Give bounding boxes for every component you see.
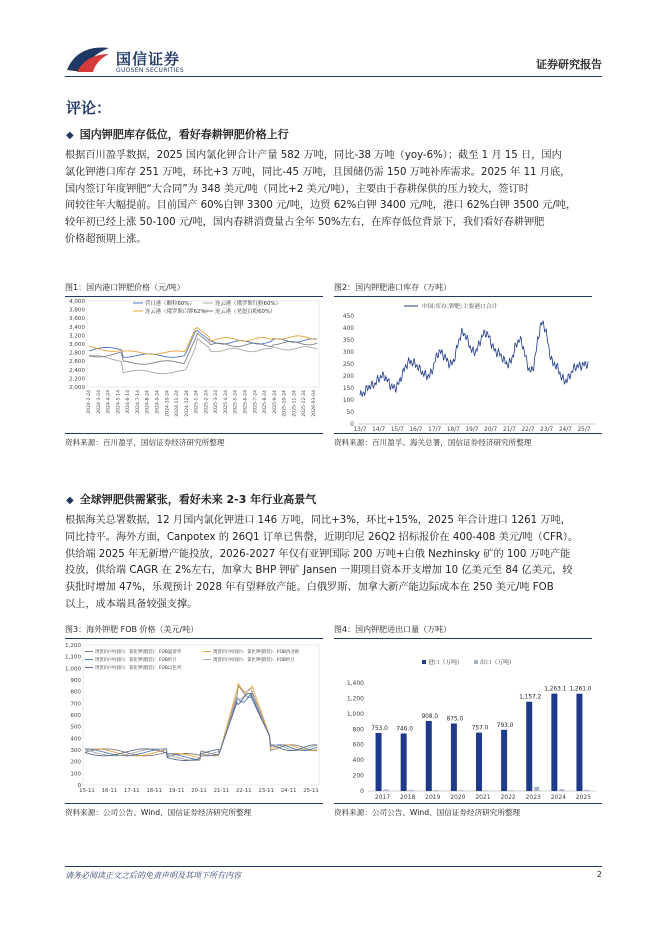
fig4-import-bar bbox=[576, 694, 582, 791]
fig1-legend-label: 连云港（俄罗斯白钾62%） bbox=[145, 309, 211, 315]
figure-3-chart bbox=[65, 639, 323, 799]
fig4-export-bar bbox=[509, 790, 514, 791]
fig4-data-label: 875.0 bbox=[446, 716, 464, 723]
block2-paragraph bbox=[65, 513, 602, 614]
fig1-x-tick: 2024-8-24 bbox=[145, 390, 151, 414]
fig4-export-bar bbox=[484, 790, 489, 791]
fig3-x-tick: 15-11 bbox=[79, 788, 95, 794]
figure-2-source: 资料来源：百川盈孚、海关总署，国信证券经济研究所整理 bbox=[334, 433, 602, 448]
fig3-legend-label: 现货价(中间价)：氯化钾(散装)：FOB西北欧 bbox=[213, 650, 300, 655]
fig1-y-tick: 4,000 bbox=[68, 299, 85, 305]
fig4-import-bar bbox=[451, 724, 457, 792]
fig2-x-tick: 14/7 bbox=[372, 427, 386, 433]
fig3-x-tick: 17-11 bbox=[123, 788, 140, 794]
fig1-x-tick: 2024-3-24 bbox=[96, 390, 102, 414]
diamond-bullet-icon: ◆ bbox=[66, 130, 74, 141]
fig4-legend-label: 进口（万吨） bbox=[428, 660, 463, 666]
figure-3-source: 资料来源：公司公告、Wind、国信证券经济研究所整理 bbox=[65, 803, 323, 818]
fig4-import-bar bbox=[376, 733, 382, 791]
fig2-y-tick: 200 bbox=[342, 374, 354, 380]
fig4-legend-label: 出口（万吨） bbox=[480, 660, 515, 666]
fig4-data-label: 746.0 bbox=[396, 726, 413, 733]
fig3-price-line bbox=[85, 686, 317, 757]
fig4-legend-swatch bbox=[474, 660, 478, 664]
section-title: 评论： bbox=[66, 99, 112, 117]
figure-2-legend-label: 中国:库存:钾肥:主要港口合计 bbox=[422, 304, 498, 310]
fig1-x-tick: 2025-5-24 bbox=[233, 390, 239, 414]
fig4-x-tick: 2017 bbox=[374, 794, 391, 801]
fig1-x-tick: 2025-2-24 bbox=[204, 390, 210, 414]
fig1-price-line bbox=[89, 328, 317, 355]
fig4-data-label: 1,157.2 bbox=[519, 694, 542, 701]
fig2-y-tick: 250 bbox=[342, 362, 354, 368]
fig1-y-tick: 2,800 bbox=[68, 350, 85, 357]
fig2-y-tick: 100 bbox=[342, 398, 354, 404]
block1-line: 间较往年大幅提前。目前国产 60%白钾 3300 元/吨，边贸 62%白钾 3400 元/吨，港口 62%白钾 3500 元/吨， bbox=[65, 200, 577, 212]
fig3-y-tick: 1,200 bbox=[64, 643, 81, 649]
block2-line: 供给端 2025 年无新增产能投放，2026-2027 年仅有亚钾国际 200 万吨+白俄 Nezhinsky 矿的 100 万吨产能 bbox=[65, 548, 571, 560]
fig1-x-tick: 2024-7-14 bbox=[135, 390, 141, 414]
fig3-y-tick: 100 bbox=[70, 771, 81, 778]
figure-4-source: 资料来源：公司公告、Wind、国信证券经济研究所整理 bbox=[334, 803, 602, 818]
fig1-x-tick: 2025-12-24 bbox=[302, 390, 308, 417]
fig4-export-bar bbox=[559, 789, 564, 791]
fig4-export-bar bbox=[409, 790, 414, 791]
fig3-y-tick: 1,000 bbox=[64, 666, 81, 673]
figure-4-title: 图4：国内钾肥进出口量（万吨） bbox=[334, 624, 592, 639]
block1-line: 氯化钾港口库存 251 万吨，环比+3 万吨，同比-45 万吨，且国储仍需 150 万吨补库需求。2025 年 11 月底， bbox=[65, 166, 571, 178]
block1-line: 价格超预期上涨。 bbox=[65, 233, 147, 245]
fig1-price-line bbox=[89, 331, 317, 358]
figure-1 bbox=[65, 282, 323, 448]
fig4-y-tick: 800 bbox=[352, 726, 364, 734]
fig4-y-tick: 600 bbox=[352, 741, 364, 749]
fig1-legend-label: 连云港（俄罗斯红粉60%） bbox=[215, 301, 281, 307]
page-number: 2 bbox=[596, 870, 602, 879]
fig2-y-tick: 350 bbox=[342, 338, 354, 344]
fig4-y-tick: 0 bbox=[360, 788, 364, 795]
block2-line: 根据海关总署数据，12 月国内氯化钾进口 146 万吨，同比+3%，环比+15%，2025 年合计进口 1261 万吨， bbox=[65, 515, 571, 526]
fig4-y-tick: 1,400 bbox=[346, 680, 364, 687]
fig2-x-tick: 16/7 bbox=[409, 427, 423, 433]
fig2-x-tick: 21/7 bbox=[502, 427, 516, 433]
fig4-data-label: 1,263.1 bbox=[544, 686, 567, 693]
fig4-data-label: 908.0 bbox=[421, 713, 439, 720]
fig1-price-line bbox=[89, 333, 317, 364]
fig1-y-tick: 2,400 bbox=[68, 367, 85, 374]
figure-2 bbox=[334, 282, 592, 448]
fig4-x-tick: 2023 bbox=[525, 794, 541, 801]
fig4-import-bar bbox=[401, 733, 407, 791]
fig1-legend-label: 连云港（老挝白粉60%） bbox=[215, 309, 276, 315]
fig3-legend-label: 现货价(中间价)：氯化钾(散装)：FOB约旦 bbox=[95, 658, 177, 663]
fig3-price-line bbox=[85, 693, 317, 760]
fig1-x-tick: 2024-12-24 bbox=[184, 390, 190, 417]
fig4-data-label: 753.0 bbox=[371, 725, 388, 732]
fig4-data-label: 1,261.0 bbox=[569, 686, 592, 693]
fig3-x-tick: 19-11 bbox=[168, 788, 185, 794]
fig4-import-bar bbox=[426, 721, 432, 791]
fig4-x-tick: 2022 bbox=[500, 794, 516, 801]
fig1-legend-label: 营口港（颗粒60%） bbox=[145, 301, 195, 307]
fig3-x-tick: 20-11 bbox=[191, 788, 207, 794]
fig4-export-bar bbox=[434, 790, 439, 791]
fig1-x-tick: 2025-8-24 bbox=[263, 390, 269, 414]
fig4-x-tick: 2024 bbox=[550, 794, 566, 801]
fig3-y-tick: 500 bbox=[70, 724, 81, 731]
block2-heading bbox=[66, 491, 316, 507]
fig2-y-tick: 150 bbox=[342, 386, 354, 392]
figure-3 bbox=[65, 624, 323, 818]
diamond-bullet-icon: ◆ bbox=[66, 495, 74, 506]
fig1-y-tick: 3,200 bbox=[68, 333, 85, 340]
fig1-y-tick: 2,600 bbox=[68, 359, 85, 366]
fig2-y-tick: 0 bbox=[350, 422, 354, 428]
fig4-import-bar bbox=[501, 730, 507, 791]
fig4-import-bar bbox=[551, 694, 557, 791]
fig3-y-tick: 700 bbox=[70, 701, 81, 708]
fig3-y-tick: 300 bbox=[70, 748, 81, 754]
fig4-legend-swatch bbox=[422, 660, 426, 664]
fig2-y-tick: 300 bbox=[342, 350, 354, 356]
fig3-y-tick: 400 bbox=[70, 736, 81, 743]
block1-paragraph bbox=[65, 148, 602, 249]
figure-1-source: 资料来源：百川盈孚，国信证券经济研究所整理 bbox=[65, 433, 323, 448]
fig4-x-tick: 2019 bbox=[425, 794, 441, 801]
fig1-y-tick: 2,000 bbox=[68, 385, 85, 391]
logo-cn-text: 国信证券 bbox=[116, 50, 181, 68]
fig3-y-tick: 200 bbox=[70, 759, 81, 766]
figure-3-title: 图3：海外钾肥 FOB 价格（美元/吨） bbox=[65, 624, 323, 639]
fig4-export-bar bbox=[584, 790, 589, 791]
fig4-export-bar bbox=[459, 790, 464, 791]
fig1-x-tick: 2024-9-24 bbox=[155, 390, 161, 414]
fig2-x-tick: 22/7 bbox=[521, 427, 535, 433]
report-type-label: 证券研究报告 bbox=[536, 58, 602, 71]
fig4-x-tick: 2020 bbox=[450, 794, 466, 801]
fig1-x-tick: 2025-1-24 bbox=[194, 390, 200, 414]
fig1-x-tick: 2024-11-24 bbox=[175, 390, 181, 417]
fig3-y-tick: 600 bbox=[70, 713, 81, 719]
figure-1-chart bbox=[65, 297, 323, 429]
fig1-x-tick: 2024-10-24 bbox=[165, 390, 171, 417]
fig2-y-tick: 50 bbox=[346, 410, 354, 416]
block2-line: 以上，成本端具备较强支撑。 bbox=[65, 598, 198, 610]
fig4-x-tick: 2018 bbox=[400, 794, 416, 801]
block1-line: 国内签订年度钾肥“大合同”为 348 美元/吨（同比+2 美元/吨），主要由于春耕保供的压力较大，签订时 bbox=[65, 183, 529, 195]
fig2-x-tick: 23/7 bbox=[540, 427, 554, 433]
fig3-y-tick: 800 bbox=[70, 689, 81, 696]
fig3-legend-label: 现货价(中间价)：氯化钾(散装)：FOB约旦 bbox=[213, 658, 295, 663]
footer-rule bbox=[65, 866, 602, 867]
fig1-x-tick: 2025-10-24 bbox=[282, 390, 288, 417]
fig1-x-tick: 2024-5-14 bbox=[116, 390, 122, 414]
fig4-export-bar bbox=[384, 789, 389, 791]
fig4-y-tick: 1,000 bbox=[346, 710, 364, 718]
fig3-legend-label: 现货价(中间价)：氯化钾(散装)：FOB以色列 bbox=[95, 666, 182, 671]
fig4-import-bar bbox=[526, 702, 532, 791]
block1-line: 根据百川盈孚数据，2025 国内氯化钾合计产量 582 万吨，同比-38 万吨（yoy-6%）；截至 1 月 15 日，国内 bbox=[65, 150, 562, 161]
block2-line: 获批时增加 47%，乐观预计 2028 年有望释放产能。白俄罗斯、加拿大新产能边际成本在 250 美元/吨 FOB bbox=[65, 582, 554, 594]
fig1-x-tick: 2025-7-24 bbox=[253, 390, 259, 414]
footer-disclaimer: 请务必阅读正文之后的免责声明及其项下所有内容 bbox=[65, 871, 241, 880]
fig3-x-tick: 25-11 bbox=[303, 788, 319, 794]
fig2-x-tick: 25/7 bbox=[577, 427, 591, 433]
block1-line: 较年初已经上涨 50-100 元/吨，国内春耕消费量占全年 50%左右，在库存低位背景下，我们看好春耕钾肥 bbox=[65, 217, 545, 229]
block2-line: 投放，供给端 CAGR 在 2%左右，加拿大 BHP 钾矿 Jansen 一期项目资本开支增加 10 亿美元至 84 亿美元，较 bbox=[65, 565, 573, 577]
fig3-x-tick: 18-11 bbox=[146, 788, 163, 794]
logo-en-text: GUOSEN SECURITIES bbox=[116, 67, 185, 74]
figure-2-inventory-line bbox=[360, 321, 588, 397]
fig4-x-tick: 2021 bbox=[475, 794, 491, 801]
guosen-logo-icon bbox=[65, 44, 111, 74]
figure-4 bbox=[334, 624, 592, 818]
fig1-x-tick: 2025-6-24 bbox=[243, 390, 249, 414]
fig1-x-tick: 2024-2-24 bbox=[87, 390, 92, 414]
header-rule bbox=[65, 76, 602, 77]
figure-2-title: 图2：国内钾肥港口库存（万吨） bbox=[334, 282, 592, 297]
fig2-x-tick: 13/7 bbox=[353, 427, 367, 433]
fig2-x-tick: 18/7 bbox=[446, 427, 460, 433]
fig1-x-tick: 2025-3-24 bbox=[214, 390, 220, 414]
fig3-x-tick: 21-11 bbox=[213, 788, 230, 794]
fig2-x-tick: 20/7 bbox=[484, 427, 498, 433]
fig4-y-tick: 400 bbox=[352, 757, 364, 765]
block1-title: 国内钾肥库存低位，看好春耕钾肥价格上行 bbox=[79, 128, 289, 141]
fig2-y-tick: 400 bbox=[342, 326, 354, 332]
fig4-import-bar bbox=[476, 733, 482, 791]
fig1-y-tick: 3,000 bbox=[68, 342, 85, 348]
fig3-y-tick: 0 bbox=[77, 783, 81, 789]
fig4-export-bar bbox=[534, 787, 539, 791]
fig4-y-tick: 1,200 bbox=[346, 695, 364, 703]
fig1-x-tick: 2025-4-24 bbox=[223, 390, 229, 414]
fig1-x-tick: 2025-9-24 bbox=[272, 390, 278, 414]
figure-1-title: 图1：国内港口钾肥价格（元/吨） bbox=[65, 282, 323, 297]
fig1-x-tick: 2026-01-04 bbox=[312, 390, 317, 417]
fig2-x-tick: 19/7 bbox=[465, 427, 479, 433]
fig1-x-tick: 2025-11-24 bbox=[292, 390, 298, 417]
fig3-legend-label: 现货价(中间价)：氯化钾(散装)：FOB温哥华 bbox=[95, 650, 182, 655]
fig3-x-tick: 16-11 bbox=[101, 788, 118, 794]
fig2-x-tick: 17/7 bbox=[428, 427, 442, 433]
fig4-y-tick: 200 bbox=[352, 772, 364, 780]
fig4-data-label: 793.0 bbox=[496, 722, 514, 729]
fig1-y-tick: 3,800 bbox=[68, 307, 85, 314]
fig4-x-tick: 2025 bbox=[575, 794, 592, 801]
fig1-x-tick: 2024-4-24 bbox=[106, 390, 112, 414]
fig3-x-tick: 22-11 bbox=[235, 788, 252, 794]
fig1-x-tick: 2024-6-14 bbox=[126, 390, 132, 414]
fig1-y-tick: 3,600 bbox=[68, 316, 85, 323]
fig4-data-label: 757.0 bbox=[471, 725, 489, 732]
fig1-y-tick: 3,400 bbox=[68, 324, 85, 331]
block1-heading bbox=[66, 126, 289, 142]
figure-2-chart bbox=[334, 297, 602, 433]
block2-title: 全球钾肥供需紧张，看好未来 2-3 年行业高景气 bbox=[79, 493, 317, 506]
fig2-x-tick: 15/7 bbox=[390, 427, 404, 433]
fig2-y-tick: 450 bbox=[342, 314, 354, 320]
fig3-y-tick: 1,100 bbox=[64, 654, 81, 661]
fig1-y-tick: 2,200 bbox=[68, 376, 85, 383]
block2-line: 同比持平。海外方面，Canpotex 的 26Q1 订单已售罄，近期印尼 26Q2 招标报价在 400-408 美元/吨（CFR）。 bbox=[65, 531, 579, 543]
fig3-x-tick: 24-11 bbox=[280, 788, 297, 794]
fig3-x-tick: 23-11 bbox=[258, 788, 275, 794]
figure-4-chart bbox=[334, 639, 602, 799]
fig2-x-tick: 24/7 bbox=[558, 427, 572, 433]
fig3-price-line bbox=[85, 688, 317, 761]
fig3-y-tick: 900 bbox=[70, 678, 81, 684]
